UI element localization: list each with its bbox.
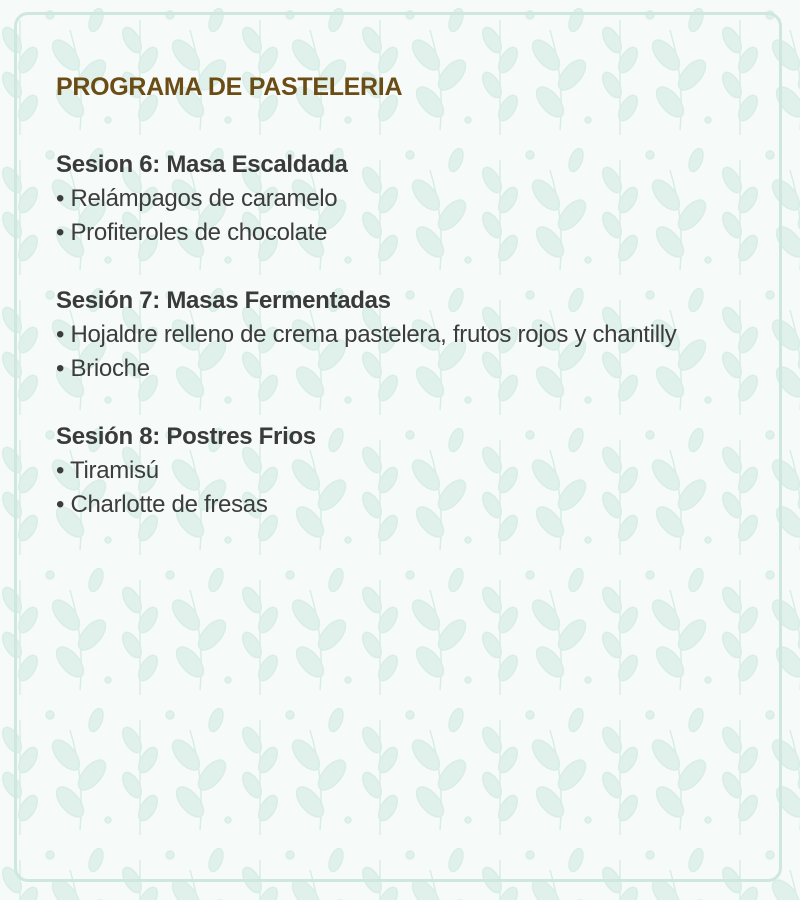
session-heading: Sesión 8: Postres Frios (56, 423, 316, 450)
session-item: • Hojaldre relleno de crema pastelera, frutos rojos y chantilly (56, 321, 677, 348)
session-item: • Brioche (56, 355, 150, 382)
session-7 (56, 284, 756, 386)
session-heading: Sesion 6: Masa Escaldada (56, 151, 348, 178)
session-item: • Tiramisú (56, 457, 159, 484)
session-6 (56, 148, 756, 250)
session-item: • Relámpagos de caramelo (56, 185, 338, 212)
session-item: • Charlotte de fresas (56, 491, 268, 518)
program-title: PROGRAMA DE PASTELERIA (56, 73, 403, 101)
session-heading: Sesión 7: Masas Fermentadas (56, 287, 391, 314)
program-content (56, 70, 756, 556)
session-item: • Profiteroles de chocolate (56, 219, 328, 246)
session-8 (56, 420, 756, 522)
